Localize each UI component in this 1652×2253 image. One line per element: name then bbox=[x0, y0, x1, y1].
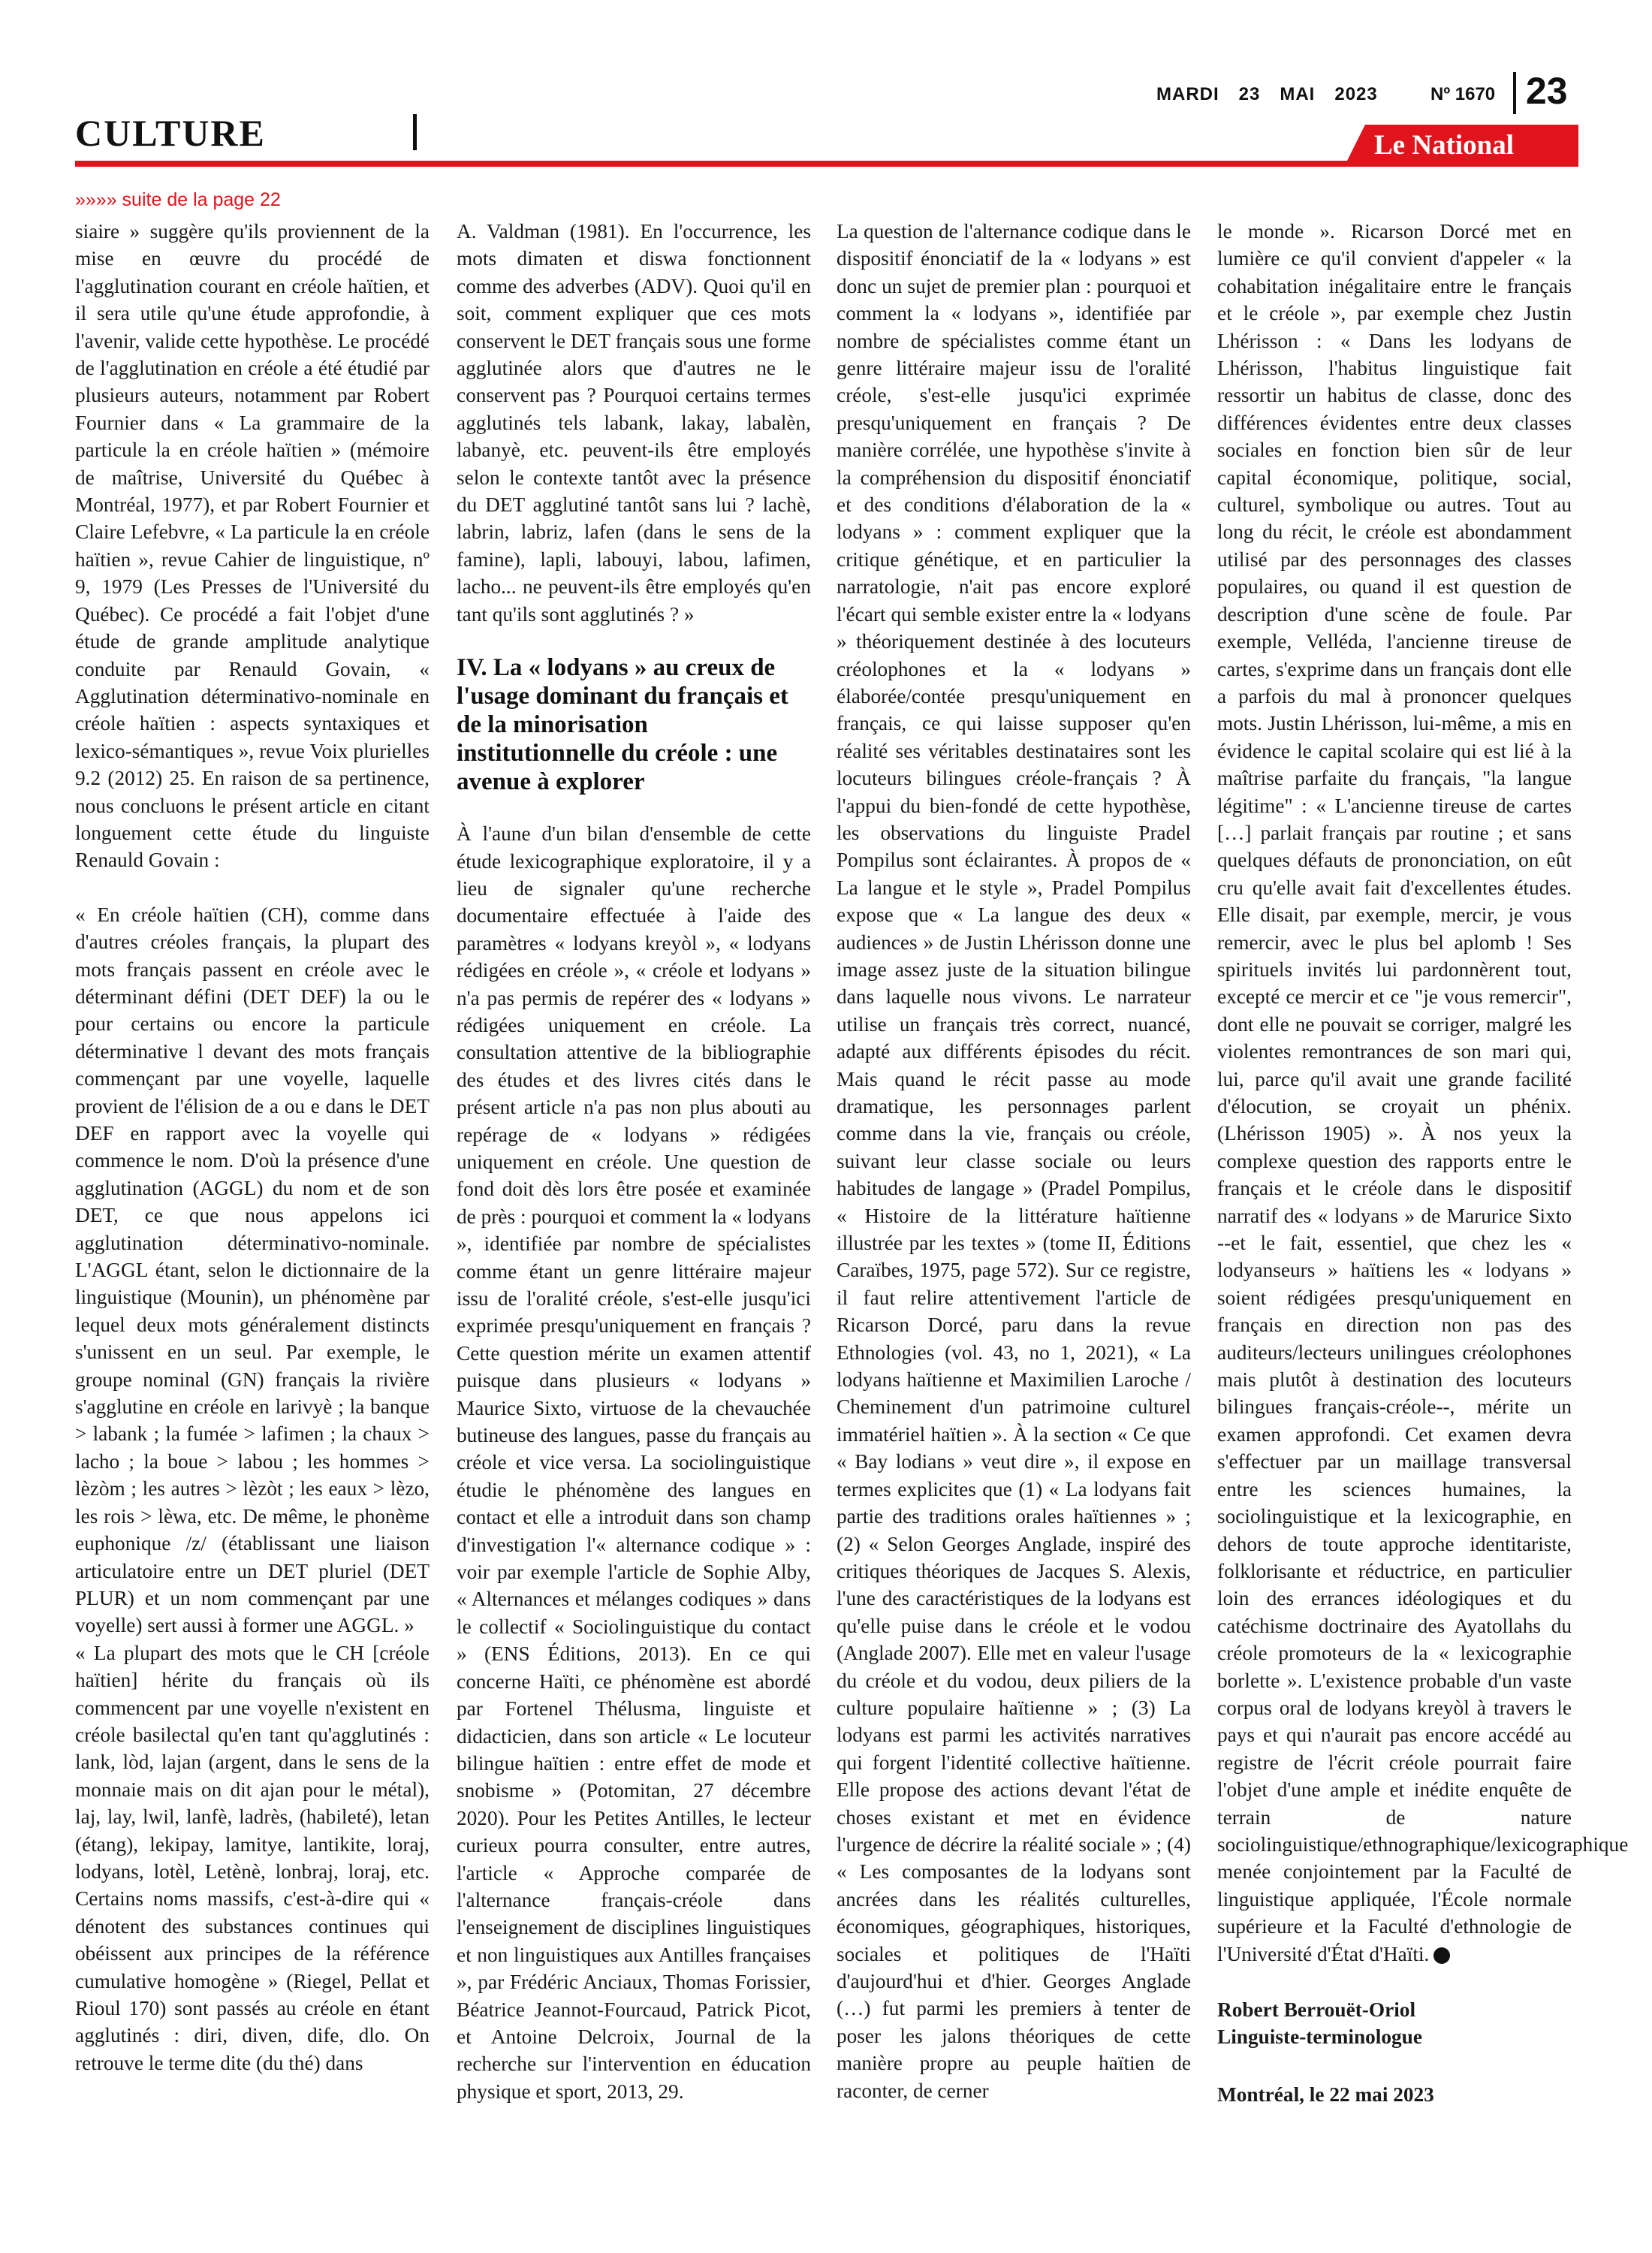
article-column-3 bbox=[837, 218, 1191, 2104]
section-label: CULTURE bbox=[75, 112, 266, 154]
quote-paragraph: « En créole haïtien (CH), comme dans d'autres créoles français, la plupart des mots français passent en créole avec le déterminant défini (DET DEF) la ou le pour certains ou encore la particule déterminative l devant des mots français commençant par une voyelle, laquelle provient de l'élision de a ou e dans le DET DEF en rapport avec la voyelle qui commence le nom. D'où la présence d'une agglutination (AGGL) du nom et de son DET, ce que nous appelons ici agglutination déterminativo-nominale. L'AGGL étant, selon le dictionnaire de la linguistique (Mounin), un phénomène par lequel deux mots généralement distincts s'unissent en un seul. Par exemple, le groupe nominal (GN) français la rivière s'agglutine en créole en larivyè ; la banque > labank ; la fumée > lafimen ; la chaux > lacho ; la boue > labou ; les hommes > lèzòm ; les autres > lèzòt ; les eaux > lèzo, les rois > lèwa, etc. De même, le phonème euphonique /z/ (établissant une liaison articulatoire entre un DET pluriel (DET PLUR) et un nom commençant par une voyelle) sert aussi à former une AGGL. » bbox=[75, 903, 430, 1637]
author-title: Linguiste-terminologue bbox=[1217, 2025, 1422, 2049]
paragraph bbox=[1217, 218, 1629, 1968]
place-date: Montréal, le 22 mai 2023 bbox=[1217, 2083, 1434, 2106]
paragraph-text: le monde ». Ricarson Dorcé met en lumière ce qu'il convient d'appeler « la cohabitation inégalitaire entre le français et le créole », par exemple chez Justin Lhérisson : « Dans les lodyans de Lhérisson, l'habitus linguistique fait ressortir un habitus de classe, donc des différences évidentes entre deux classes sociales en fonction bien sûr de leur capital économique, politique, social, culturel, symbolique ou autres. Tout au long du récit, le créole est abondamment utilisé par des personnages des classes populaires, ou quand il est question de description d'une scène de foule. Par exemple, Velléda, l'ancienne tireuse de cartes, s'exprime dans un français dont elle a parfois du mal à prononcer quelques mots. Justin Lhérisson, lui-même, a mis en évidence le capital scolaire qui est lié à la maîtrise parfaite du français, "la langue légitime" : « L'ancienne tireuse de cartes […] parlait français par routine ; et sans quelques défauts de prononciation, on eût cru qu'elle avait fait d'excellentes études. Elle disait, par exemple, mercir, je vous remercir, avec le plus bel aplomb ! Ses spirituels invités lui pardonnèrent tout, excepté ce mercir et ce "je vous remercir", dont elle ne pouvait se corriger, malgré les violentes remontrances de son mari qui, lui, parce qu'il avait une grande facilité d'élocution, se croyait un phénix. (Lhérisson 1905) ». À nos yeux la complexe question des rapports entre le français et le créole dans le dispositif narratif des « lodyans » de Marurice Sixto --et le fait, essentiel, que chez les « lodyanseurs » haïtiens les « lodyans » soient rédigées presqu'uniquement en français en direction non pas des auditeurs/lecteurs unilingues créolophones mais plutôt à destination des locuteurs bilingues français-créole--, mérite un examen approfondi. Cet examen devra s'effectuer par un maillage transversal entre les sciences humaines, la sociolinguistique et la lexicographie, en dehors de toute approche identitariste, folklorisante et réductrice, en particulier loin des errances idéologiques et du catéchisme doctrinaire des Ayatollahs du créole promoteurs de la « lexicographie borlette ». L'existence probable d'un vaste corpus oral de lodyans kreyòl à travers le pays et qui n'aurait pas encore accédé au registre de l'écrit créole pourrait faire l'objet d'une ample et inédite enquête de terrain de nature sociolinguistique/ethnographique/lexicographique menée conjointement par la Faculté de linguistique appliquée, l'École normale supérieure et la Faculté d'ethnologie de l'Université d'État d'Haïti. bbox=[1217, 220, 1629, 1965]
date-year: 2023 bbox=[1334, 84, 1378, 104]
paragraph: À l'aune d'un bilan d'ensemble de cette étude lexicographique exploratoire, il y a lieu de signaler qu'une recherche documentaire effectuée à l'aide des paramètres « lodyans kreyòl », « lodyans rédigées en créole », « créole et lodyans » n'a pas permis de repérer des « lodyans » rédigées uniquement en créole. La consultation attentive de la bibliographie des études et des livres cités dans le présent article n'a pas non plus abouti au repérage de « lodyans » rédigées uniquement en créole. Une question de fond doit dès lors être posée et examinée de près : pourquoi et comment la « lodyans », identifiée par nombre de spécialistes comme étant un genre littéraire majeur issu de l'oralité créole, s'est-elle jusqu'ici exprimée presqu'uniquement en français ? Cette question mérite un examen attentif puisque dans plusieurs « lodyans » Maurice Sixto, virtuose de la chevauchée butineuse des langues, passe du français au créole et vice versa. La sociolinguistique étudie le phénomène des langues en contact et elle a introduit dans son champ d'investigation l'« alternance codique » : voir par exemple l'article de Sophie Alby, « Alternances et mélanges codiques » dans le collectif « Sociolinguistique du contact » (ENS Éditions, 2013). En ce qui concerne Haïti, ce phénomène est abordé par Fortenel Thélusma, linguiste et didacticien, dans son article « Le locuteur bilingue haïtien : entre effet de mode et snobisme » (Potomitan, 27 décembre 2020). Pour les Petites Antilles, le lecteur curieux pourra consulter, entre autres, l'article « Approche comparée de l'alternance français-créole dans l'enseignement de disciplines linguistiques et non linguistiques aux Antilles françaises », par Frédéric Anciaux, Thomas Forissier, Béatrice Jeannot-Fourcaud, Patrick Picot, et Antoine Delcroix, Journal de la recherche sur l'intervention en éducation physique et sport, 2013, 29. bbox=[457, 822, 811, 2103]
paragraph: siaire » suggère qu'ils proviennent de la mise en œuvre du procédé de l'agglutination courant en créole haïtien, et il sera utile qu'une étude approfondie, à l'avenir, valide cette hypothèse. Le procédé de l'agglutination en créole a été étudié par plusieurs auteurs, notamment par Robert Fournier dans « La grammaire de la particule la en créole haïtien » (mémoire de maîtrise, Université du Québec à Montréal, 1977), et par Robert Fournier et Claire Lefebvre, « La particule la en créole haïtien », revue Cahier de linguistique, nº 9, 1979 (Les Presses de l'Université du Québec). Ce procédé a fait l'objet d'une étude de grande amplitude analytique conduite par Renauld Govain, « Agglutination déterminativo-nominale en créole haïtien : aspects syntaxiques et lexico-sémantiques », revue Voix plurielles 9.2 (2012) 25. En raison de sa pertinence, nous concluons le présent article en citant longuement cette étude du linguiste Renauld Govain : bbox=[75, 220, 430, 872]
quote-paragraph: « La plupart des mots que le CH [créole haïtien] hérite du français où ils commencent par une voyelle n'existent en créole basilectal qu'en tant qu'agglutinés : lank, lòd, lajan (argent, dans le sens de la monnaie mais on dit ajan pour le métal), laj, lay, lwil, lanfè, ladrès, (habileté), letan (étang), lekipay, lamitye, lantikite, loraj, lodyans, lotèl, Letènè, lonbraj, loraj, etc. Certains noms massifs, c'est-à-dire qui « dénotent des substances continues qui obéissent aux principes de la référence cumulative homogène » (Riegel, Pellat et Rioul 170) sont passés au créole en étant agglutinés : diri, diven, dife, dlo. On retrouve le terme dite (du thé) dans bbox=[75, 1641, 430, 2074]
author-name: Robert Berrouët-Oriol bbox=[1217, 1998, 1416, 2021]
article-column-4 bbox=[1217, 218, 1629, 2108]
article-column-1 bbox=[75, 218, 430, 2077]
page-number-divider bbox=[1513, 72, 1516, 114]
issue-number: Nº 1670 bbox=[1430, 84, 1496, 104]
page-number: 23 bbox=[1526, 70, 1568, 112]
section-divider bbox=[413, 114, 417, 150]
newspaper-name: Le National bbox=[1374, 130, 1515, 161]
end-of-article-icon bbox=[1433, 1947, 1450, 1964]
date-month: MAI bbox=[1280, 84, 1316, 104]
paragraph: A. Valdman (1981). En l'occurrence, les mots dimaten et diswa fonctionnent comme des adverbes (ADV). Quoi qu'il en soit, comment expliquer que ces mots conservent le DET français sous une forme agglutinée alors que d'autres ne le conservent pas ? Pourquoi certains termes agglutinés tels labank, lakay, labalèn, labanyè, etc. peuvent-ils être employés selon le contexte tantôt avec la présence du DET agglutiné tantôt sans lui ? lachè, labrin, labriz, lafen (dans le sens de la famine), lapli, labouyi, labou, lafimen, lacho... ne peuvent-ils être employés qu'en tant qu'ils sont agglutinés ? » bbox=[457, 220, 811, 626]
continued-from-link[interactable]: »»»» suite de la page 22 bbox=[75, 189, 281, 210]
author-block bbox=[1217, 1996, 1572, 2051]
date-number: 23 bbox=[1238, 84, 1261, 104]
section-subheading: IV. La « lodyans » au creux de l'usage dominant du français et de la minorisation institutionnelle du créole : une avenue à explorer bbox=[457, 654, 788, 796]
date-day: MARDI bbox=[1156, 84, 1219, 104]
dateline bbox=[1156, 84, 1397, 105]
paragraph: La question de l'alternance codique dans le dispositif énonciatif de la « lodyans » est donc un sujet de premier plan : pourquoi et comment la « lodyans », identifiée par nombre de spécialistes comme étant un genre littéraire majeur issu de l'oralité créole, s'est-elle jusqu'ici exprimée presqu'uniquement en français ? De manière corrélée, une hypothèse s'invite à la compréhension du dispositif énonciatif et des conditions d'élaboration de la « lodyans » : comment expliquer que la critique génétique, et en particulier la narratologie, n'ait pas encore exploré l'écart qui semble exister entre la « lodyans » théoriquement destinée à des locuteurs créolophones et la « lodyans » élaborée/contée presqu'uniquement en français, ce qui laisse supposer qu'en réalité ses véritables destinataires sont les locuteurs bilingues créole-français ? À l'appui du bien-fondé de cette hypothèse, les observations du linguiste Pradel Pompilus sont éclairantes. À propos de « La langue et le style », Pradel Pompilus expose que « La langue des deux « audiences » de Justin Lhérisson donne une image assez juste de la situation bilingue dans laquelle nous vivons. Le narrateur utilise un français très correct, nuancé, adapté aux différents épisodes du récit. Mais quand le récit passe au mode dramatique, les personnages parlent comme dans la vie, français ou créole, suivant leur classe sociale ou leurs habitudes de langage » (Pradel Pompilus, « Histoire de la littérature haïtienne illustrée par les textes » (tome II, Éditions Caraïbes, 1975, page 572). Sur ce registre, il faut relire attentivement l'article de Ricarson Dorcé, paru dans la revue Ethnologies (vol. 43, no 1, 2021), « La lodyans haïtienne et Maximilien Laroche / Cheminement d'un patrimoine culturel immatériel haïtien ». À la section « Ce que « Bay lodians » veut dire », il expose en termes explicites que (1) « La lodyans fait partie des traditions orales haïtiennes » ; (2) « Selon Georges Anglade, inspiré des critiques théoriques de Jacques S. Alexis, l'une des caractéristiques de la lodyans est qu'elle puise dans le créole et le vodou (Anglade 2007). Elle met en valeur l'usage du créole et du vodou, deux piliers de la culture populaire haïtienne » ; (3) La lodyans est parmi les activités narratives qui forgent l'identité collective haïtienne. Elle propose des actions devant l'état de choses existant et met en évidence l'urgence de décrire la réalité sociale » ; (4) « Les composantes de la lodyans sont ancrées dans les réalités culturelles, économiques, géographiques, historiques, sociales et politiques de l'Haïti d'aujourd'hui et d'hier. Georges Anglade (…) fut parmi les premiers à tenter de poser les jalons théoriques de cette manière propre au peuple haïtien de raconter, de cerner bbox=[837, 220, 1191, 2102]
article-column-2 bbox=[457, 218, 811, 2105]
